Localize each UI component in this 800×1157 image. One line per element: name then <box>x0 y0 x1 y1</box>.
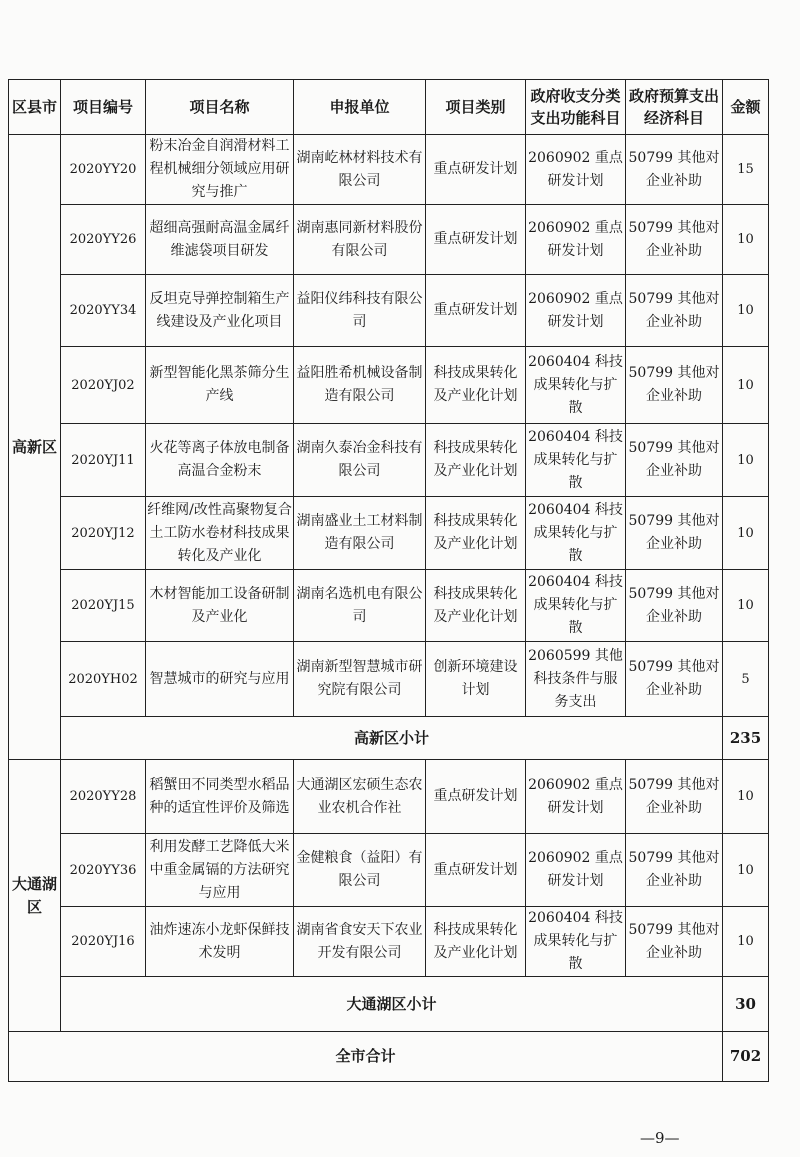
project-category: 重点研发计划 <box>426 760 526 834</box>
project-code: 2020YY36 <box>61 834 146 907</box>
project-name: 稻蟹田不同类型水稻品种的适宜性评价及筛选 <box>146 760 294 834</box>
amount: 10 <box>723 760 769 834</box>
amount: 10 <box>723 275 769 347</box>
table-row <box>9 275 769 347</box>
project-name: 火花等离子体放电制备高温合金粉末 <box>146 424 294 497</box>
project-code: 2020YH02 <box>61 642 146 717</box>
subtotal-label: 大通湖区小计 <box>61 977 723 1032</box>
amount: 5 <box>723 642 769 717</box>
table-row <box>9 760 769 834</box>
project-category: 科技成果转化及产业化计划 <box>426 424 526 497</box>
header-code: 项目编号 <box>61 80 146 135</box>
table-row <box>9 497 769 570</box>
region-cell: 高新区 <box>9 135 61 760</box>
amount: 10 <box>723 347 769 424</box>
function-subject: 2060404 科技成果转化与扩散 <box>526 570 626 642</box>
project-category: 重点研发计划 <box>426 834 526 907</box>
project-funding-table <box>8 79 769 1082</box>
project-code: 2020YY28 <box>61 760 146 834</box>
project-category: 重点研发计划 <box>426 275 526 347</box>
subtotal-label: 高新区小计 <box>61 717 723 760</box>
table-row <box>9 347 769 424</box>
function-subject: 2060404 科技成果转化与扩散 <box>526 424 626 497</box>
project-category: 重点研发计划 <box>426 205 526 275</box>
applicant-unit: 湖南新型智慧城市研究院有限公司 <box>294 642 426 717</box>
total-label: 全市合计 <box>9 1032 723 1082</box>
project-code: 2020YJ11 <box>61 424 146 497</box>
amount: 10 <box>723 907 769 977</box>
project-code: 2020YY34 <box>61 275 146 347</box>
table-row <box>9 570 769 642</box>
function-subject: 2060902 重点研发计划 <box>526 834 626 907</box>
project-category: 重点研发计划 <box>426 135 526 205</box>
economic-subject: 50799 其他对企业补助 <box>626 642 723 717</box>
project-name: 利用发酵工艺降低大米中重金属镉的方法研究与应用 <box>146 834 294 907</box>
subtotal-row <box>9 717 769 760</box>
applicant-unit: 湖南名选机电有限公司 <box>294 570 426 642</box>
project-category: 创新环境建设计划 <box>426 642 526 717</box>
subtotal-amount: 30 <box>723 977 769 1032</box>
amount: 10 <box>723 205 769 275</box>
economic-subject: 50799 其他对企业补助 <box>626 760 723 834</box>
table-row <box>9 205 769 275</box>
project-category: 科技成果转化及产业化计划 <box>426 907 526 977</box>
amount: 15 <box>723 135 769 205</box>
amount: 10 <box>723 834 769 907</box>
economic-subject: 50799 其他对企业补助 <box>626 275 723 347</box>
project-name: 智慧城市的研究与应用 <box>146 642 294 717</box>
function-subject: 2060404 科技成果转化与扩散 <box>526 497 626 570</box>
subtotal-row <box>9 977 769 1032</box>
function-subject: 2060902 重点研发计划 <box>526 760 626 834</box>
project-name: 粉末冶金自润滑材料工程机械细分领域应用研究与推广 <box>146 135 294 205</box>
table-row <box>9 642 769 717</box>
economic-subject: 50799 其他对企业补助 <box>626 135 723 205</box>
applicant-unit: 湖南盛业土工材料制造有限公司 <box>294 497 426 570</box>
applicant-unit: 湖南省食安天下农业开发有限公司 <box>294 907 426 977</box>
economic-subject: 50799 其他对企业补助 <box>626 834 723 907</box>
header-region: 区县市 <box>9 80 61 135</box>
subtotal-amount: 235 <box>723 717 769 760</box>
economic-subject: 50799 其他对企业补助 <box>626 907 723 977</box>
project-name: 纤维网/改性高聚物复合土工防水卷材科技成果转化及产业化 <box>146 497 294 570</box>
project-name: 反坦克导弹控制箱生产线建设及产业化项目 <box>146 275 294 347</box>
project-category: 科技成果转化及产业化计划 <box>426 570 526 642</box>
amount: 10 <box>723 424 769 497</box>
project-code: 2020YY20 <box>61 135 146 205</box>
project-code: 2020YJ16 <box>61 907 146 977</box>
table-row <box>9 424 769 497</box>
economic-subject: 50799 其他对企业补助 <box>626 347 723 424</box>
applicant-unit: 湖南屹林材料技术有限公司 <box>294 135 426 205</box>
economic-subject: 50799 其他对企业补助 <box>626 205 723 275</box>
applicant-unit: 益阳仪纬科技有限公司 <box>294 275 426 347</box>
header-unit: 申报单位 <box>294 80 426 135</box>
table-row <box>9 135 769 205</box>
header-name: 项目名称 <box>146 80 294 135</box>
applicant-unit: 益阳胜希机械设备制造有限公司 <box>294 347 426 424</box>
table-row <box>9 834 769 907</box>
applicant-unit: 金健粮食（益阳）有限公司 <box>294 834 426 907</box>
project-name: 木材智能加工设备研制及产业化 <box>146 570 294 642</box>
region-cell: 大通湖区 <box>9 760 61 1032</box>
project-name: 油炸速冻小龙虾保鲜技术发明 <box>146 907 294 977</box>
table-row <box>9 907 769 977</box>
economic-subject: 50799 其他对企业补助 <box>626 497 723 570</box>
total-amount: 702 <box>723 1032 769 1082</box>
function-subject: 2060404 科技成果转化与扩散 <box>526 907 626 977</box>
function-subject: 2060902 重点研发计划 <box>526 135 626 205</box>
header-amount: 金额 <box>723 80 769 135</box>
project-code: 2020YJ15 <box>61 570 146 642</box>
project-name: 新型智能化黑茶筛分生产线 <box>146 347 294 424</box>
function-subject: 2060404 科技成果转化与扩散 <box>526 347 626 424</box>
economic-subject: 50799 其他对企业补助 <box>626 424 723 497</box>
project-category: 科技成果转化及产业化计划 <box>426 347 526 424</box>
applicant-unit: 大通湖区宏硕生态农业农机合作社 <box>294 760 426 834</box>
header-function: 政府收支分类支出功能科目 <box>526 80 626 135</box>
function-subject: 2060902 重点研发计划 <box>526 205 626 275</box>
function-subject: 2060902 重点研发计划 <box>526 275 626 347</box>
project-code: 2020YJ12 <box>61 497 146 570</box>
header-row <box>9 80 769 135</box>
total-row <box>9 1032 769 1082</box>
project-category: 科技成果转化及产业化计划 <box>426 497 526 570</box>
applicant-unit: 湖南惠同新材料股份有限公司 <box>294 205 426 275</box>
function-subject: 2060599 其他科技条件与服务支出 <box>526 642 626 717</box>
project-name: 超细高强耐高温金属纤维滤袋项目研发 <box>146 205 294 275</box>
page-number: —9— <box>640 1129 680 1147</box>
project-code: 2020YY26 <box>61 205 146 275</box>
economic-subject: 50799 其他对企业补助 <box>626 570 723 642</box>
project-code: 2020YJ02 <box>61 347 146 424</box>
applicant-unit: 湖南久泰冶金科技有限公司 <box>294 424 426 497</box>
amount: 10 <box>723 497 769 570</box>
amount: 10 <box>723 570 769 642</box>
header-category: 项目类别 <box>426 80 526 135</box>
header-economic: 政府预算支出经济科目 <box>626 80 723 135</box>
